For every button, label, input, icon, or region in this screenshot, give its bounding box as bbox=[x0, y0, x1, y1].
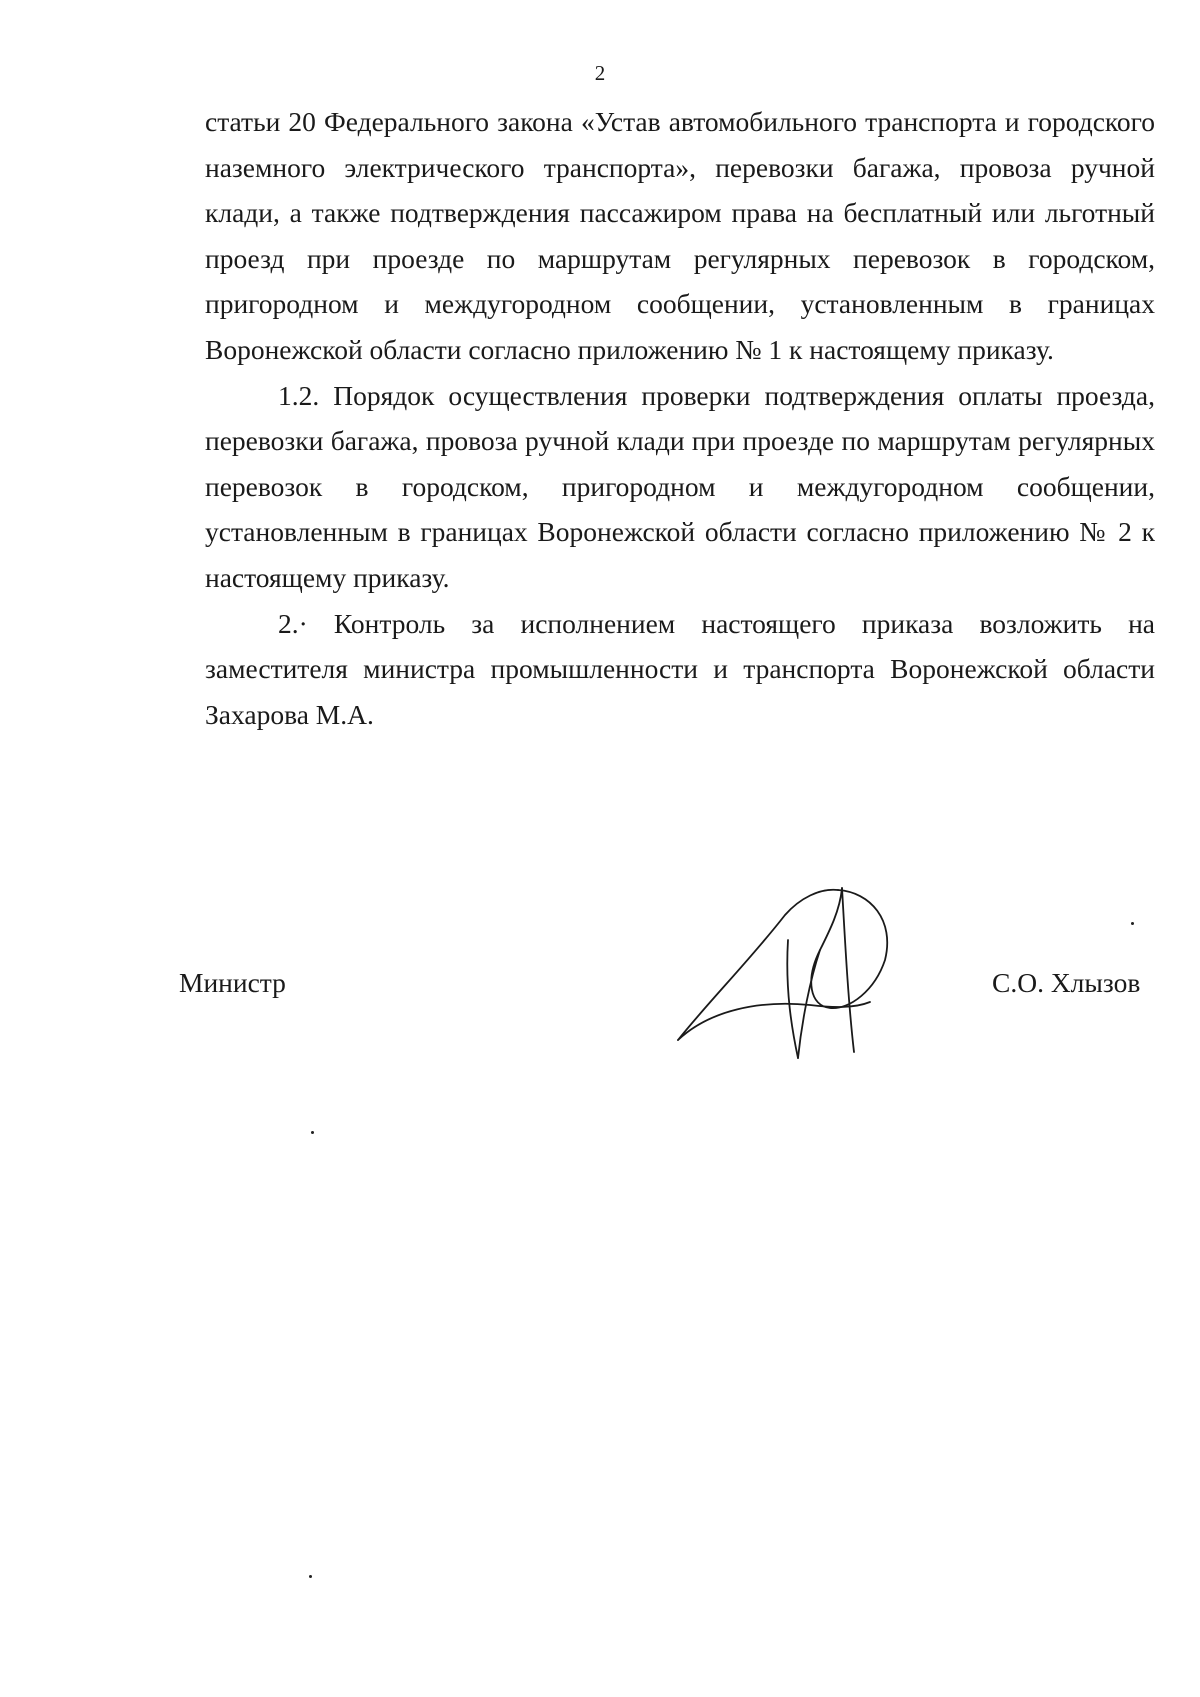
scan-speck bbox=[311, 1131, 314, 1134]
signature-block bbox=[0, 960, 1200, 1005]
scan-speck bbox=[1131, 922, 1134, 925]
handwritten-signature bbox=[670, 880, 915, 1060]
paragraph-item-2: 2.· Контроль за исполнением настоящего приказа возложить на заместителя министра промышленности и транспорта Воронежской области Захарова М.А. bbox=[205, 607, 1155, 730]
page-number: 2 bbox=[594, 61, 606, 85]
paragraph-item-1-2: 1.2. Порядок осуществления проверки подтверждения оплаты проезда, перевозки багажа, провоза ручной клади при проезде по маршрутам регулярных перевозок в городском, пригородном и междугородном сообщении, установленным в границах Воронежской области согласно приложению № 2 к настоящему приказу. bbox=[205, 379, 1155, 593]
signatory-name: С.О. Хлызов bbox=[992, 967, 1141, 998]
paragraph-continuation: статьи 20 Федерального закона «Устав автомобильного транспорта и городского наземного электрического транспорта», перевозки багажа, провоза ручной клади, а также подтверждения пассажиром права на бесплатный или льготный проезд при проезде по маршрутам регулярных перевозок в городском, пригородном и междугородном сообщении, установленным в границах Воронежской области согласно приложению № 1 к настоящему приказу. bbox=[205, 106, 1155, 365]
scan-speck bbox=[309, 1575, 312, 1578]
document-body bbox=[205, 99, 1155, 737]
signatory-title: Министр bbox=[179, 967, 286, 998]
